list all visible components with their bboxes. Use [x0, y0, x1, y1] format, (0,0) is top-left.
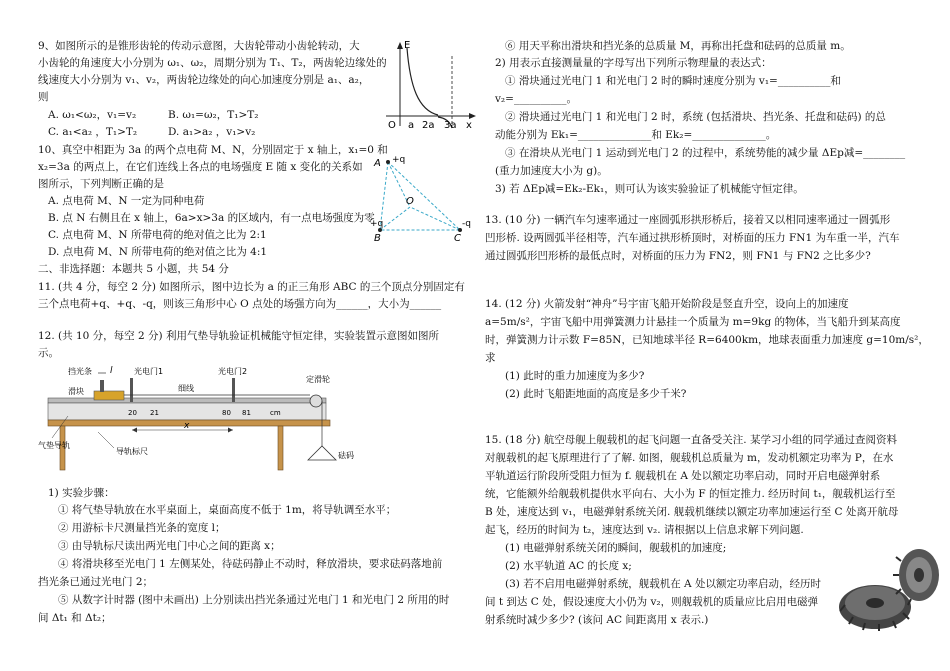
vertex-a — [386, 160, 390, 164]
q15-line-2: 对舰载机的起飞原理进行了了解. 如图，舰载机总质量为 m，发动机额定功率为 P，在水 — [485, 452, 894, 464]
q12-r1a: ① 滑块通过光电门 1 和光电门 2 时的瞬时速度分别为 v₁=__________和 — [505, 75, 841, 87]
charge-a: +q — [392, 155, 406, 165]
section-2-title: 二、非选择题：本题共 5 小题，共 54 分 — [38, 263, 229, 275]
table-leg-right — [278, 426, 283, 470]
q10-line-2: x₂=3a 的两点上，在它们连线上各点的电场强度 E 随 x 变化的关系如 — [38, 161, 363, 173]
label-pulley: 定滑轮 — [306, 375, 330, 384]
q14-line-3: 时，弹簧测力计示数 F=85N，已知地球半径 R=6400km，地球表面重力加速度 g=10m/s²， — [485, 334, 929, 346]
tick-3a: 3a — [444, 120, 457, 131]
q10-option-b: B. 点 N 右侧且在 x 轴上，6a>x>3a 的区域内，有一点电场强度为零 — [48, 212, 375, 224]
q12-part-2: 2) 用表示直接测量量的字母写出下列所示物理量的表达式： — [495, 57, 772, 69]
label-ruler: 导轨标尺 — [116, 447, 148, 456]
label-l: l — [110, 366, 113, 376]
ruler-leader — [98, 432, 114, 448]
q14-line-1: 14. (12 分) 火箭发射“神舟”号宇宙飞船开始阶段是竖直升空，设向上的加速度 — [485, 298, 849, 310]
line-co — [410, 207, 460, 230]
label-slider: 滑块 — [68, 387, 84, 396]
q12-step-2: ② 用游标卡尺测量挡光条的宽度 l； — [58, 522, 226, 534]
bevel-gear-image — [835, 545, 947, 639]
q15-line-6: 起飞，经历的时间为 t₂，速度达到 v₂. 请根据以上信息求解下列问题. — [485, 524, 804, 536]
q15-line-1: 15. (18 分) 航空母舰上舰载机的起飞问题一直备受关注. 某学习小组的同学通过查阅资料 — [485, 434, 897, 446]
label-gate-2: 光电门2 — [218, 367, 248, 376]
ruler-81: 81 — [242, 409, 251, 417]
q10-line-1: 10、真空中相距为 3a 的两个点电荷 M、N，分别固定于 x 轴上，x₁=0 和 — [38, 144, 388, 156]
triangle-abc — [380, 162, 460, 230]
ruler-cm: cm — [270, 409, 281, 417]
q12-r2b: 动能分别为 Ek₁=______________和 Ek₂=______________。 — [495, 129, 777, 141]
label-rail: 气垫导轨 — [38, 441, 70, 450]
distance-arrow-l-icon — [132, 428, 137, 433]
label-o: O — [406, 196, 414, 207]
q15-sub-3c: 射系统时减少多少? (该问 AC 间距离用 x 表示.) — [485, 614, 709, 626]
e-curve-left — [407, 48, 438, 115]
ruler-21: 21 — [150, 409, 159, 417]
e-axis-arrow-icon — [397, 42, 403, 49]
q9-option-a: A. ω₁<ω₂，v₁=v₂ — [48, 109, 137, 121]
ruler-20: 20 — [128, 409, 137, 417]
q12-steps-title: 1) 实验步骤： — [48, 487, 115, 499]
ruler-80: 80 — [222, 409, 231, 417]
q12-r3a: ③ 在滑块从光电门 1 运动到光电门 2 的过程中，系统势能的减少量 ΔEp减=________ — [505, 147, 906, 159]
label-c: C — [454, 233, 461, 244]
x-axis-label: x — [466, 120, 472, 131]
q9-line-4: 则 — [38, 91, 49, 103]
weight-icon — [308, 446, 336, 460]
q15-line-5: B 处，速度达到 v₁，电磁弹射系统关闭. 舰载机继续以额定功率加速运行至 C 处离开航母 — [485, 506, 899, 518]
photogate-1 — [130, 378, 133, 402]
triangle-figure — [368, 150, 474, 246]
track-body — [48, 403, 326, 420]
q12-r3b: (重力加速度大小为 g)。 — [495, 165, 608, 177]
q15-sub-1: (1) 电磁弹射系统关闭的瞬间，舰载机的加速度; — [505, 542, 727, 554]
q12-step-1: ① 将气垫导轨放在水平桌面上，桌面高度不低于 1m，将导轨调至水平； — [58, 504, 397, 516]
q14-line-4: 求 — [485, 352, 496, 364]
q13-line-2: 凹形桥. 设两圆弧半径相等，汽车通过拱形桥顶时，对桥面的压力 FN1 为车重一半，汽车 — [485, 232, 900, 244]
q12-step-5b: 间 Δt₁ 和 Δt₂； — [38, 612, 112, 624]
q9-line-1: 9、如图所示的是锥形齿轮的传动示意图，大齿轮带动小齿轮转动，大 — [38, 40, 360, 52]
charge-b: +q — [370, 219, 384, 229]
tick-a: a — [408, 120, 415, 131]
label-gate-1: 光电门1 — [134, 367, 164, 376]
pulley-icon — [310, 395, 322, 407]
q10-option-c: C. 点电荷 M、N 所带电荷的绝对值之比为 2:1 — [48, 229, 267, 241]
q15-line-4: 统，它能额外给舰载机提供水平向右、大小为 F 的恒定推力. 经历时间 t₁，舰载机运行至 — [485, 488, 896, 500]
q12-step-5a: ⑤ 从数字计时器 (图中未画出) 上分别读出挡光条通过光电门 1 和光电门 2 所用的时 — [58, 594, 450, 606]
q14-sub-1: (1) 此时的重力加速度为多少? — [505, 370, 645, 382]
q14-sub-2: (2) 此时飞船距地面的高度是多少千米? — [505, 388, 687, 400]
q13-line-1: 13. (10 分) 一辆汽车匀速率通过一座圆弧形拱形桥后，接着又以相同速率通过一圆弧形 — [485, 214, 891, 226]
q15-line-3: 平轨道运行阶段所受阻力恒为 f. 舰载机在 A 处以额定功率启动，同时开启电磁弹射系 — [485, 470, 881, 482]
q15-sub-2: (2) 水平轨道 AC 的长度 x; — [505, 560, 632, 572]
air-track-figure — [38, 360, 378, 472]
q11-line-2: 三个点电荷+q、+q、-q，则该三角形中心 O 点处的场强方向为______，大小为______ — [38, 298, 442, 310]
origin-label: O — [388, 120, 396, 131]
label-thread: 细线 — [178, 384, 194, 393]
q14-line-2: a=5m/s²，宇宙飞船中用弹簧测力计悬挂一个质量为 m=9kg 的物体，当飞船升到某高度 — [485, 316, 901, 328]
q12-part-3: 3) 若 ΔEp减=Ek₂-Ek₁，则可认为该实验验证了机械能守恒定律。 — [495, 183, 804, 195]
small-gear-hub — [914, 568, 924, 582]
q9-option-d: D. a₁>a₂ ，v₁>v₂ — [168, 126, 256, 138]
tick-2a: 2a — [422, 120, 435, 131]
q9-option-b: B. ω₁=ω₂，T₁>T₂ — [168, 109, 259, 121]
e-axis-label: E — [404, 40, 411, 51]
right-column — [475, 0, 950, 671]
label-weight: 砝码 — [338, 451, 354, 460]
q15-sub-3a: (3) 若不启用电磁弹射系统，舰载机在 A 处以额定功率启动，经历时 — [505, 578, 821, 590]
q9-option-c: C. a₁<a₂ ，T₁>T₂ — [48, 126, 138, 138]
q12-line-2: 示。 — [38, 347, 59, 359]
q9-line-2: 小齿轮的角速度大小分别为 ω₁、ω₂，周期分别为 T₁、T₂，两齿轮边缘处的 — [38, 57, 387, 69]
q10-option-a: A. 点电荷 M、N 一定为同种电荷 — [48, 195, 205, 207]
air-track — [48, 398, 326, 403]
label-shade: 挡光条 — [68, 367, 92, 376]
q12-step-3: ③ 由导轨标尺读出两光电门中心之间的距离 x； — [58, 540, 281, 552]
label-a: A — [374, 158, 381, 169]
e-x-graph — [382, 36, 477, 132]
label-b: B — [374, 233, 381, 244]
q12-step-4b: 挡光条已通过光电门 2； — [38, 576, 154, 588]
large-gear-hub — [866, 598, 884, 608]
q15-sub-3b: 间 t 到达 C 处，假设速度大小仍为 v₂，则舰载机的质量应比启用电磁弹 — [485, 596, 819, 608]
q12-line-1: 12. (共 10 分，每空 2 分) 利用气垫导轨验证机械能守恒定律，实验装置示意图如图所 — [38, 330, 439, 342]
q10-option-d: D. 点电荷 M、N 所带电荷的绝对值之比为 4:1 — [48, 246, 268, 258]
shade-strip — [100, 380, 104, 392]
photogate-2 — [232, 378, 235, 402]
q12-step-4a: ④ 将滑块移至光电门 1 左侧某处，待砝码静止不动时，释放滑块，要求砝码落地前 — [58, 558, 443, 570]
slider-block — [94, 391, 124, 400]
line-bo — [380, 207, 410, 230]
q12-step-6: ⑥ 用天平称出滑块和挡光条的总质量 M，再称出托盘和砝码的总质量 m。 — [505, 40, 851, 52]
label-x: x — [184, 421, 190, 431]
q10-line-3: 图所示，下列判断正确的是 — [38, 178, 164, 190]
q11-line-1: 11. (共 4 分，每空 2 分) 如图所示，图中边长为 a 的正三角形 ABC 的三个顶点分别固定有 — [38, 281, 465, 293]
distance-arrow-r-icon — [228, 428, 233, 433]
q12-r1b: v₂=__________。 — [495, 93, 577, 105]
charge-c: -q — [462, 219, 471, 229]
q12-r2a: ② 滑块通过光电门 1 和光电门 2 时，系统 (包括滑块、挡光条、托盘和砝码) 的总 — [505, 111, 886, 123]
q9-line-3: 线速度大小分别为 v₁、v₂，两齿轮边缘处的向心加速度分别是 a₁、a₂， — [38, 74, 370, 86]
q13-line-3: 通过圆弧形凹形桥的最低点时，对桥面的压力为 FN2，则 FN1 与 FN2 之比多少? — [485, 250, 871, 262]
